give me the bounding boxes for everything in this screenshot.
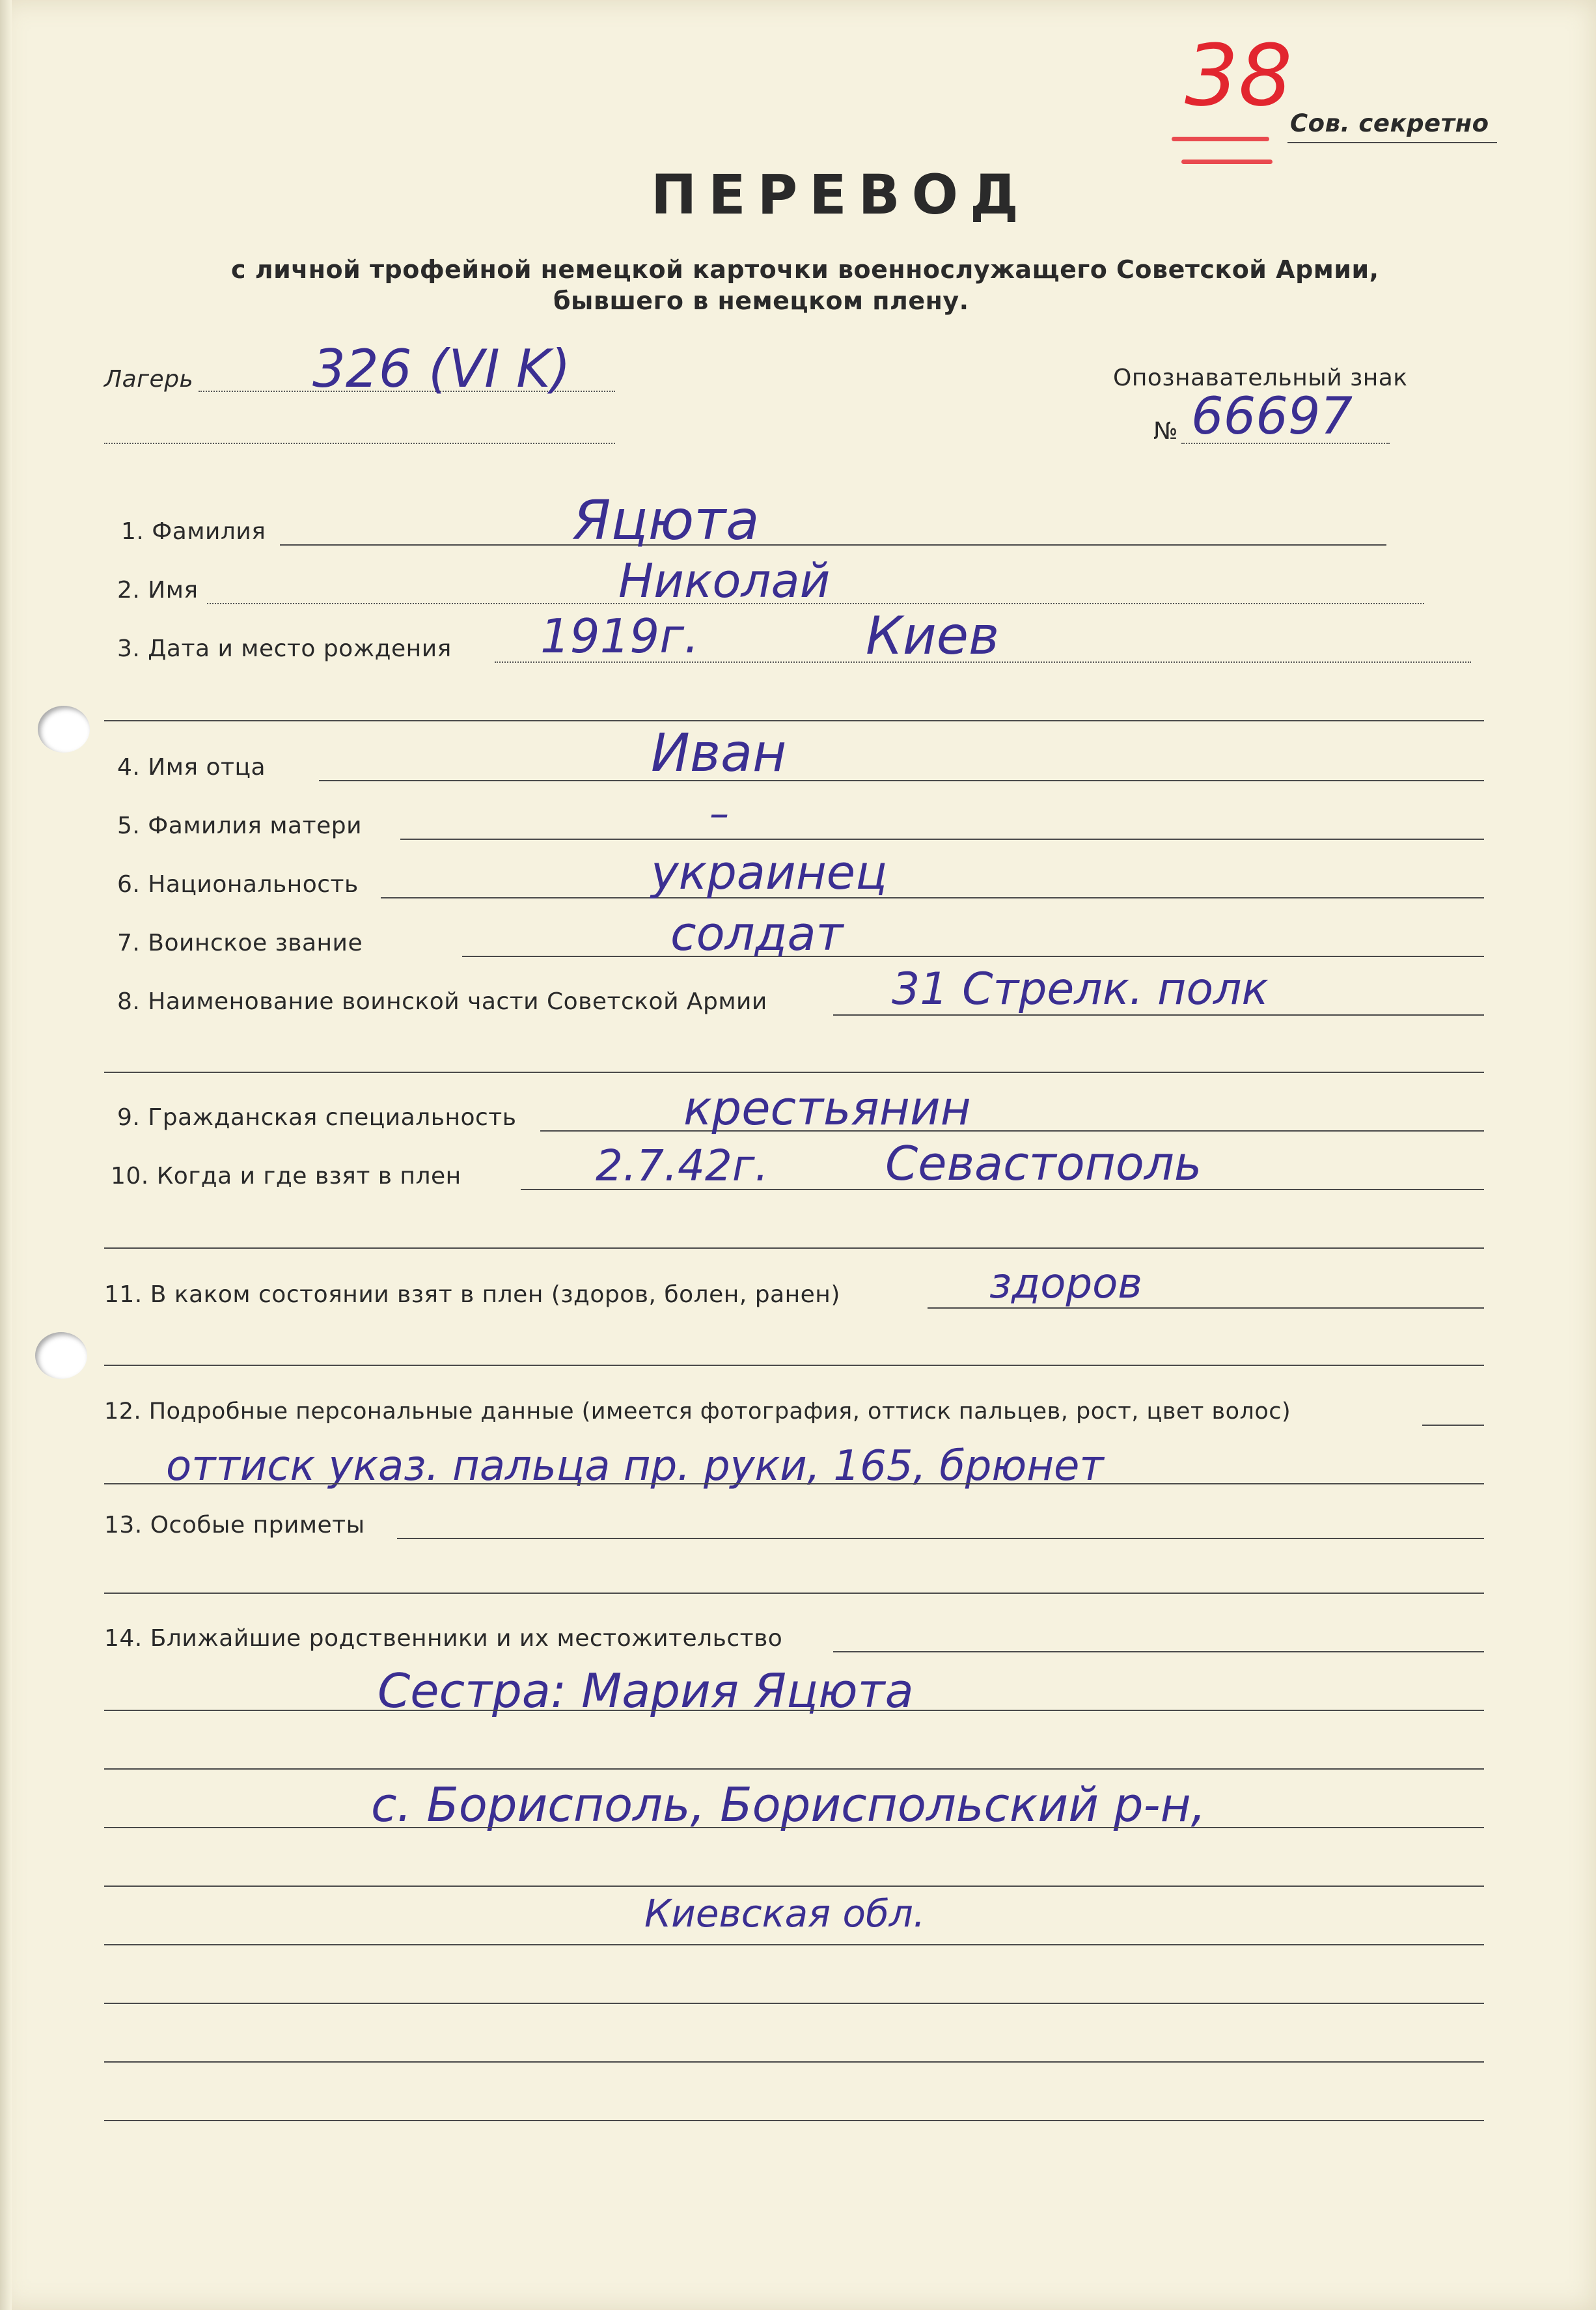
punch-hole [38, 706, 90, 753]
subtitle-line2: бывшего в немецком плену. [553, 286, 969, 315]
field-1-value: Яцюта [573, 488, 760, 552]
field-3-label: 3. Дата и место рождения [117, 635, 452, 662]
secrecy-label: Сов. секретно [1290, 109, 1489, 137]
field-5-value: – [709, 791, 729, 837]
field-14-label: 14. Ближайшие родственники и их местожительство [104, 1625, 783, 1652]
relatives-rule [104, 1710, 1484, 1711]
field-9-label: 9. Гражданская специальность [117, 1104, 517, 1131]
relatives-line2: с. Борисполь, Бориспольский р-н, [371, 1777, 1206, 1832]
field-2-label: 2. Имя [117, 577, 199, 604]
field-12-line-2 [104, 1483, 1484, 1484]
relatives-line3: Киевская обл. [644, 1891, 926, 1936]
field-9-line [540, 1130, 1484, 1132]
field-10-label: 10. Когда и где взят в плен [111, 1163, 461, 1190]
field-5-label: 5. Фамилия матери [117, 813, 362, 839]
field-3-line-2 [104, 720, 1484, 721]
page-edge [0, 0, 12, 2310]
camp-line-2 [104, 443, 615, 444]
relatives-rule [104, 2120, 1484, 2121]
id-number-label: № [1153, 418, 1178, 445]
field-1-label: 1. Фамилия [121, 518, 266, 545]
field-12-line [1422, 1425, 1484, 1426]
relatives-rule [104, 1886, 1484, 1887]
field-13-label: 13. Особые приметы [104, 1512, 365, 1538]
secrecy-underline [1287, 142, 1497, 143]
document-title: ПЕРЕВОД [651, 163, 1030, 227]
field-13-line [397, 1538, 1484, 1539]
id-tag-value: 66697 [1191, 387, 1353, 446]
relatives-rule [104, 1768, 1484, 1770]
field-12-label: 12. Подробные персональные данные (имеется фотография, оттиск пальцев, рост, цвет волос) [104, 1399, 1291, 1425]
field-9-value: крестьянин [683, 1081, 971, 1135]
field-8-line-2 [104, 1072, 1484, 1073]
field-14-line [833, 1651, 1484, 1652]
red-underline [1181, 160, 1273, 164]
field-10-value2: Севастополь [885, 1136, 1202, 1191]
red-underline [1172, 137, 1269, 141]
field-6-value: украинец [651, 845, 888, 900]
field-11-value: здоров [989, 1260, 1142, 1308]
field-2-value: Николай [618, 553, 831, 608]
field-11-line-2 [104, 1365, 1484, 1366]
field-1-line [280, 544, 1386, 546]
subtitle-line1: с личной трофейной немецкой карточки военнослужащего Советской Армии, [231, 255, 1379, 284]
field-4-value: Иван [651, 723, 787, 783]
relatives-rule [104, 1827, 1484, 1828]
punch-hole [35, 1332, 87, 1379]
field-6-label: 6. Национальность [117, 871, 359, 898]
id-tag-label: Опознавательный знак [1113, 365, 1408, 391]
field-12-value: оттиск указ. пальца пр. руки, 165, брюнет [166, 1442, 1104, 1490]
relatives-rule [104, 2061, 1484, 2063]
archive-number: 38 [1185, 26, 1293, 125]
field-5-line [400, 839, 1484, 840]
relatives-rule [104, 1944, 1484, 1945]
field-8-label: 8. Наименование воинской части Советской Армии [117, 988, 767, 1015]
field-10-line-2 [104, 1247, 1484, 1249]
field-6-line [381, 897, 1484, 898]
field-3-value2: Киев [866, 605, 1000, 666]
field-7-label: 7. Воинское звание [117, 930, 363, 956]
field-3-value: 1919г. [540, 609, 699, 663]
field-7-line [462, 956, 1484, 957]
field-10-value: 2.7.42г. [596, 1141, 769, 1191]
field-7-value: солдат [670, 906, 844, 961]
camp-label: Лагерь [104, 366, 194, 393]
relatives-line1: Сестра: Мария Яцюта [378, 1663, 914, 1718]
field-11-label: 11. В каком состоянии взят в плен (здоров, болен, ранен) [104, 1281, 840, 1308]
camp-value: 326 (VI K) [312, 339, 571, 399]
field-4-label: 4. Имя отца [117, 754, 266, 781]
field-13-line-2 [104, 1593, 1484, 1594]
field-8-value: 31 Стрелк. полк [892, 964, 1269, 1015]
field-4-line [319, 780, 1484, 781]
relatives-rule [104, 2003, 1484, 2004]
